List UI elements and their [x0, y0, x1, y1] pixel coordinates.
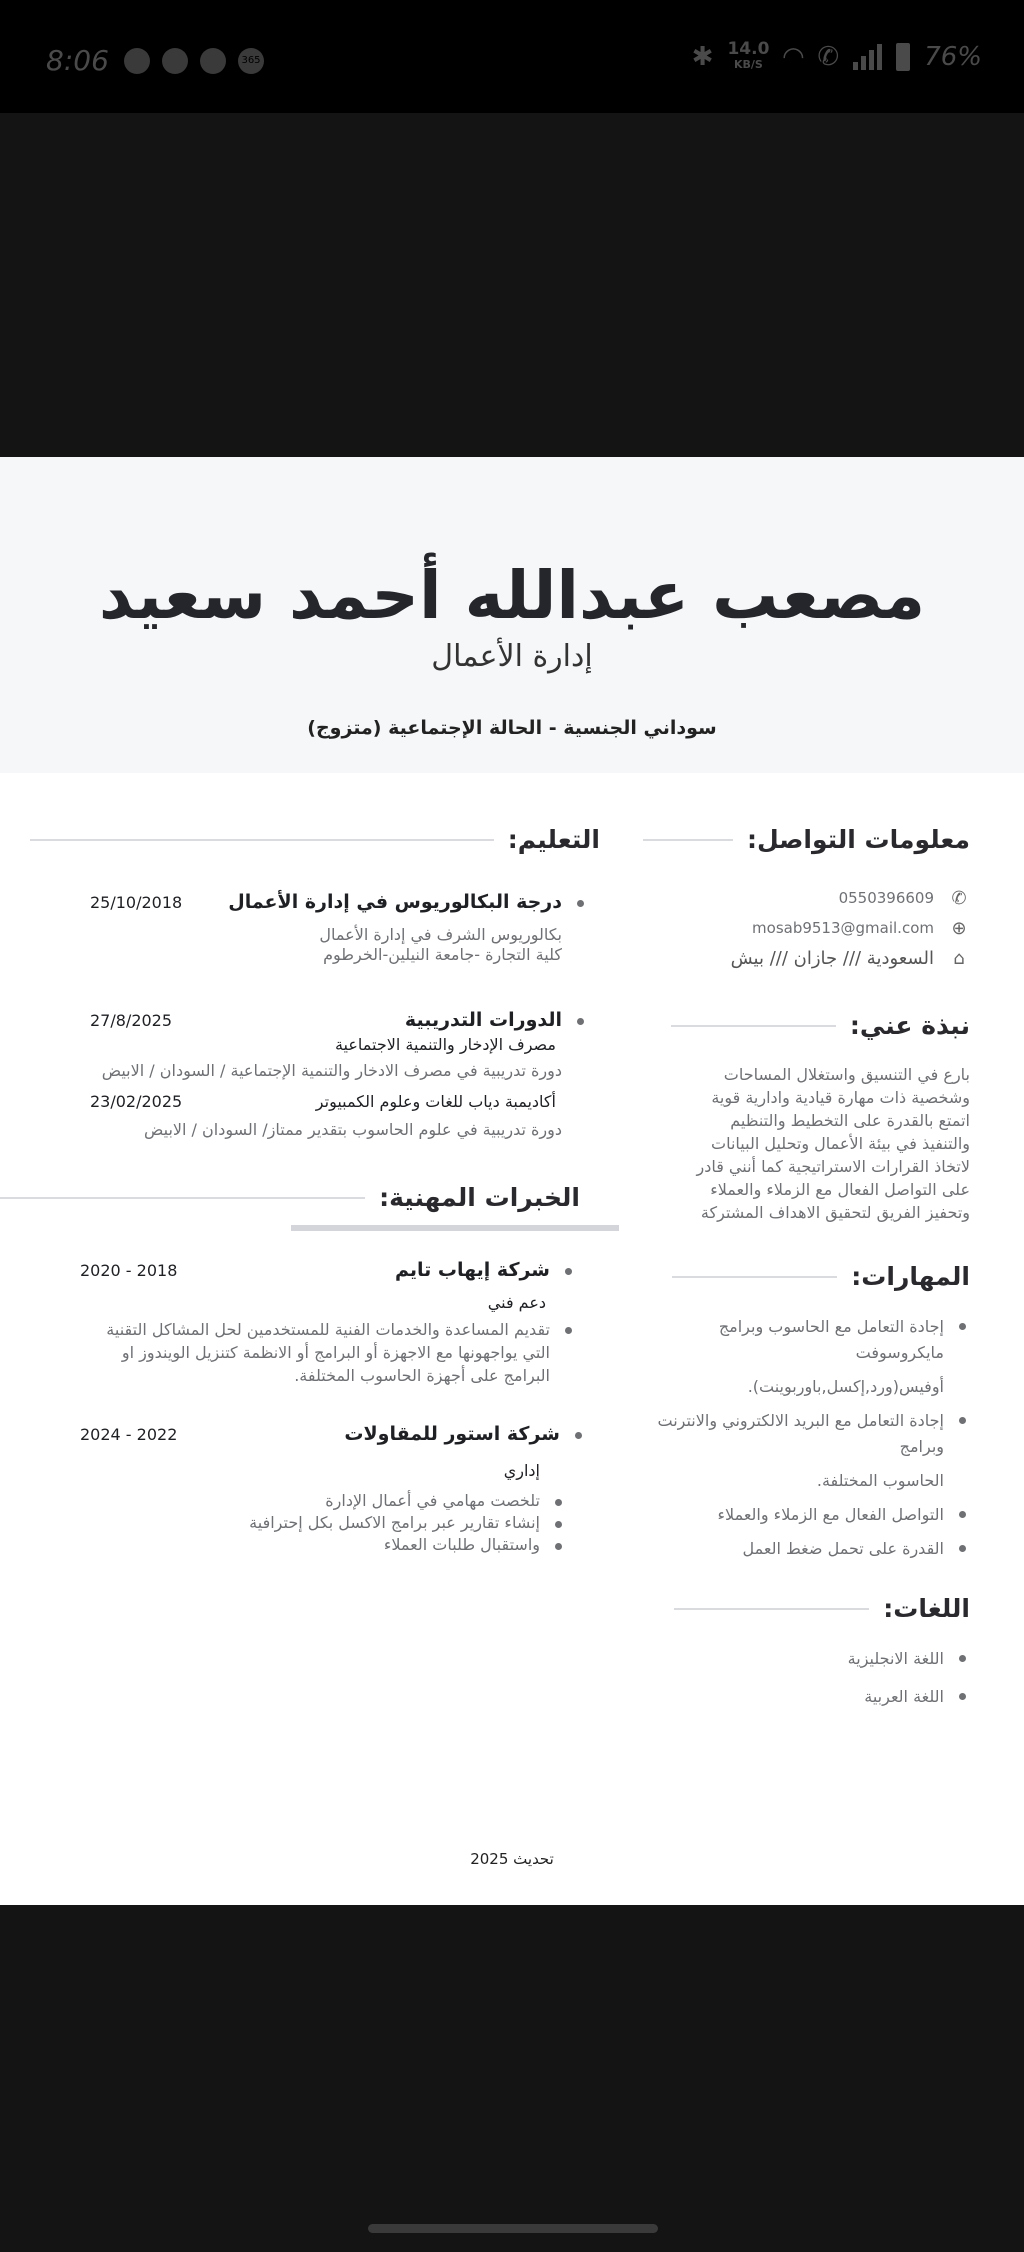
net-speed [727, 39, 770, 72]
degree-line: كلية التجارة -جامعة النيلين-الخرطوم [323, 945, 562, 964]
degree-title: درجة البكالوريوس في إدارة الأعمال [228, 891, 562, 913]
signal-icon [853, 44, 882, 70]
divider [0, 1197, 365, 1199]
education-heading-row [30, 823, 600, 857]
languages-heading: اللغات: [883, 1594, 970, 1623]
status-bar [0, 0, 1024, 113]
degree-entry [30, 891, 600, 965]
about-text [630, 1063, 970, 1224]
contact-heading-row [630, 823, 970, 857]
job-row [80, 1423, 560, 1445]
job-duty: إنشاء تقارير عبر برامج الاكسل بكل إحترافية [90, 1512, 540, 1534]
status-time: 8:06 [46, 44, 109, 77]
about-line: وشخصية ذات مهارة قيادية وادارية قوية [711, 1088, 970, 1107]
about-line: اتمتع بالقدرة على التخطيط والتنظيم [730, 1111, 970, 1130]
experience-heading: الخبرات المهنية: [379, 1183, 580, 1212]
skill-item: القدرة على تحمل ضغط العمل [630, 1536, 944, 1562]
about-line: وتحفيز الفريق لتحقيق الاهداف المشتركة [700, 1203, 970, 1222]
skill-item-cont: الحاسوب المختلفة. [816, 1471, 944, 1490]
contact-address-row [630, 943, 970, 973]
job-role: إداري [503, 1461, 540, 1480]
about-heading-row [630, 1009, 970, 1043]
job-duty: واستقبال طلبات العملاء [90, 1534, 540, 1556]
job-entry [30, 1259, 600, 1387]
languages-list [630, 1646, 970, 1710]
job-entry [30, 1423, 600, 1556]
divider [643, 839, 733, 841]
status-right [691, 39, 982, 72]
course-date: 23/02/2025 [90, 1092, 183, 1111]
job-role: دعم فني [487, 1293, 546, 1312]
battery-icon [896, 43, 910, 71]
contact-phone-row [630, 883, 970, 913]
address: السعودية /// جازان /// بيش [730, 947, 934, 969]
course-date: 27/8/2025 [90, 1011, 173, 1030]
wifi-call-icon: ✆ [817, 42, 840, 72]
skills-list [630, 1314, 970, 1562]
job-duty: تلخصت مهامي في أعمال الإدارة [90, 1490, 540, 1512]
phone-number[interactable]: 0550396609 [838, 889, 934, 907]
contact-list [630, 883, 970, 973]
about-line: بارع في التنسيق واستغلال المساحات [723, 1065, 970, 1084]
degree-line: بكالوريوس الشرف في إدارة الأعمال [319, 925, 562, 944]
company-name: شركة استور للمقاولات [344, 1423, 560, 1445]
course-desc: دورة تدريبية في مصرف الادخار والتنمية الإجتماعية / السودان / الابيض [101, 1061, 562, 1080]
language-item: اللغة العربية [630, 1684, 944, 1710]
skill-item: إجادة التعامل مع الحاسوب وبرامج مايكروسوفت [630, 1314, 944, 1366]
about-heading: نبذة عني: [849, 1011, 970, 1040]
divider [671, 1025, 836, 1027]
gesture-nav-bar[interactable] [368, 2224, 658, 2233]
degree-row [90, 891, 562, 913]
email[interactable]: mosab9513@gmail.com [752, 919, 934, 937]
skill-item: إجادة التعامل مع البريد الالكتروني والانترنت وبرامج [630, 1408, 944, 1460]
divider [30, 839, 494, 841]
contact-heading: معلومات التواصل: [746, 825, 970, 854]
course-org: مصرف الإدخار والتنمية الاجتماعية [334, 1035, 556, 1054]
about-line: على التواصل الفعال مع الزملاء والعملاء [710, 1180, 970, 1199]
language-item: اللغة الانجليزية [630, 1646, 944, 1672]
divider [672, 1276, 837, 1278]
languages-heading-row [630, 1592, 970, 1626]
section-bar [291, 1225, 619, 1231]
skill-item: التواصل الفعال مع الزملاء والعملاء [630, 1502, 944, 1528]
job-duty-cont: البرامج على أجهزة الحاسوب المختلفة. [294, 1366, 550, 1385]
course-org: أكاديمبة دياب للغات وعلوم الكمبيوتر [315, 1092, 556, 1111]
nationality-status: سوداني الجنسية - الحالة الإجتماعية (متزوج) [307, 717, 717, 739]
resume-page [0, 457, 1024, 1905]
education-heading: التعليم: [507, 825, 600, 854]
course-desc: دورة تدريبية في علوم الحاسوب بتقدير ممتاز/ السودان / الابيض [144, 1120, 562, 1139]
chat-bubble-icon [124, 48, 150, 74]
footer-updated: تحديث 2025 [470, 1850, 554, 1868]
person-name: مصعب عبدالله أحمد سعيد [98, 557, 926, 634]
skills-heading-row [630, 1260, 970, 1294]
job-row [80, 1259, 550, 1281]
job-duties [90, 1318, 550, 1387]
job-period: 2024 - 2022 [80, 1425, 178, 1444]
net-speed-unit: KB/S [734, 58, 763, 71]
whatsapp-icon [162, 48, 188, 74]
wifi-icon: ◠ [783, 42, 804, 72]
job-duty: تقديم المساعدة والخدمات الفنية للمستخدمين لحل المشاكل التقنية [90, 1318, 550, 1341]
about-line: والتنفيذ في بيئة الأعمال وتحليل البيانات [711, 1134, 970, 1153]
bluetooth-icon: ✱ [691, 42, 714, 72]
battery-percent: 76% [924, 42, 982, 72]
contact-email-row [630, 913, 970, 943]
company-name: شركة إيهاب تايم [394, 1259, 550, 1281]
left-column [30, 823, 600, 1556]
messenger-icon [200, 48, 226, 74]
experience-heading-row [0, 1181, 600, 1215]
skills-heading: المهارات: [851, 1262, 970, 1291]
job-title: إدارة الأعمال [431, 639, 593, 674]
job-duty-cont: التي يواجهونها مع الاجهزة أو البرامج أو الانظمة كتنزيل الويندوز او [121, 1343, 550, 1362]
courses-entry [30, 1009, 600, 1141]
course-row [90, 1092, 562, 1111]
job-period: 2020 - 2018 [80, 1261, 178, 1280]
phone-icon: ✆ [951, 887, 967, 909]
skill-item-cont: أوفيس(ورد,إكسل,باوربوينت). [747, 1377, 944, 1396]
globe-icon: ⊕ [951, 917, 967, 939]
right-column [630, 823, 970, 1718]
about-line: لاتخاذ القرارات الاستراتيجية كما أنني قادر [696, 1157, 970, 1176]
divider [674, 1608, 869, 1610]
job-duties [90, 1490, 560, 1556]
resume-header [0, 457, 1024, 773]
courses-row [90, 1009, 562, 1031]
365-app-icon: 365 [238, 48, 264, 74]
courses-title: الدورات التدريبية [404, 1009, 562, 1031]
degree-date: 25/10/2018 [90, 893, 183, 912]
net-speed-value: 14.0 [727, 39, 770, 59]
home-icon: ⌂ [953, 947, 965, 969]
